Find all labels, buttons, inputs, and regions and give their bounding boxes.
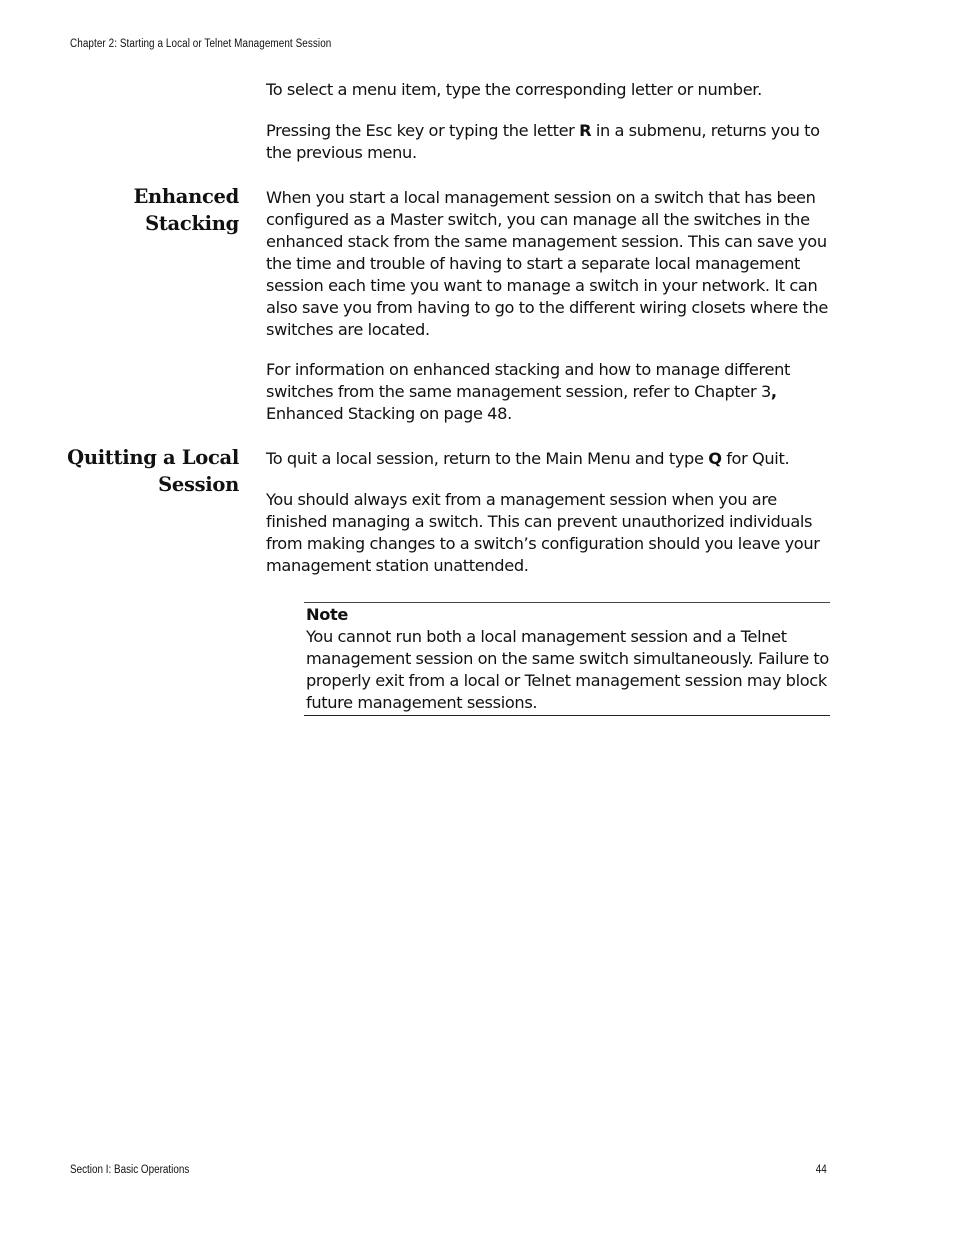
enhanced-stacking-text-2-end: Enhanced Stacking on page 48. [266,404,512,423]
heading-enhanced-stacking [133,183,239,237]
quitting-paragraph-2 [266,489,832,577]
intro-text-1: To select a menu item, type the corresponding letter or number. [266,80,762,99]
enhanced-stacking-text-2 [266,359,832,425]
note-box [304,602,830,716]
running-header: Chapter 2: Starting a Local or Telnet Management Session [70,38,332,50]
enhanced-stacking-text-1: When you start a local management session on a switch that has been configured as a Master switch, you can manage all the switches in the enhanced stack from the same management session. This can save you the time and trouble of having to start a separate local management session each time you want to manage a switch in your network. It can also save you from having to go to the different wiring closets where the switches are located. [266,188,829,339]
heading-enhanced-stacking-line-1: Enhanced [133,185,239,208]
quitting-key-q: Q [708,449,722,468]
intro-text-2-end: in a submenu, returns you to the previous menu. [266,121,820,162]
quitting-text-1-start: To quit a local session, return to the Main Menu and type [266,449,709,468]
intro-key-r: R [579,121,592,140]
intro-text-2 [266,120,832,164]
note-text: You cannot run both a local management session and a Telnet management session on the same switch simultaneously. Failure to properly exit from a local or Telnet management session may block future management sessions. [306,627,829,712]
footer-section-label: Section I: Basic Operations [70,1164,190,1176]
heading-enhanced-stacking-line-2: Stacking [145,212,239,235]
enhanced-stacking-bold-comma: , [770,382,777,401]
quitting-text-1-end: for Quit. [721,449,790,468]
enhanced-stacking-text-2-start: For information on enhanced stacking and how to manage different switches from the same management session, refer to Chapter 3 [266,360,790,401]
quitting-text-1 [266,448,832,470]
heading-quitting-line-2: Session [158,473,239,496]
footer-page-number: 44 [815,1164,827,1176]
note-title: Note [306,605,348,624]
intro-text-2-start: Pressing the Esc key or typing the letter [266,121,580,140]
enhanced-stacking-paragraph-2 [266,359,832,425]
heading-quitting-line-1: Quitting a Local [67,446,239,469]
heading-quitting-local-session [67,444,239,498]
intro-paragraph-2 [266,120,832,164]
enhanced-stacking-paragraph-1 [266,187,832,341]
intro-paragraph-1 [266,79,832,101]
quitting-text-2: You should always exit from a management session when you are finished managing a switch. This can prevent unauthorized individuals from making changes to a switch’s configuration should you leave your management station unattended. [266,490,820,575]
quitting-paragraph-1 [266,448,832,470]
